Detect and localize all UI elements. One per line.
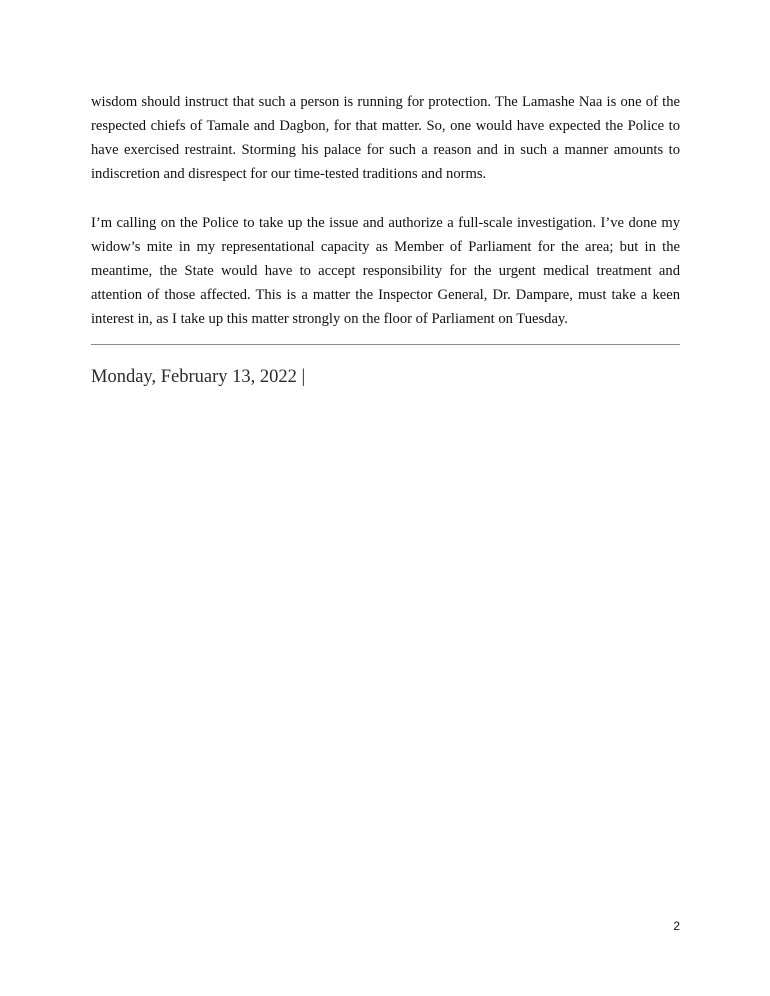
body-paragraph-2: I’m calling on the Police to take up the issue and authorize a full-scale investigation. I’ve done my widow’s mite in my representational capacity as Member of Parliament for the area; but in the meantime, the State would have to accept responsibility for the urgent medical treatment and attention of those affected. This is a matter the Inspector General, Dr. Dampare, must take a keen interest in, as I take up this matter strongly on the floor of Parliament on Tuesday. [91, 215, 680, 327]
date-line: Monday, February 13, 2022 | [91, 367, 306, 387]
horizontal-divider [91, 344, 680, 345]
body-paragraph-1: wisdom should instruct that such a person is running for protection. The Lamashe Naa is one of the respected chiefs of Tamale and Dagbon, for that matter. So, one would have expected the Police to have exercised restraint. Storming his palace for such a reason and in such a manner amounts to indiscretion and disrespect for our time-tested traditions and norms. [91, 94, 680, 182]
page-number: 2 [673, 919, 680, 933]
